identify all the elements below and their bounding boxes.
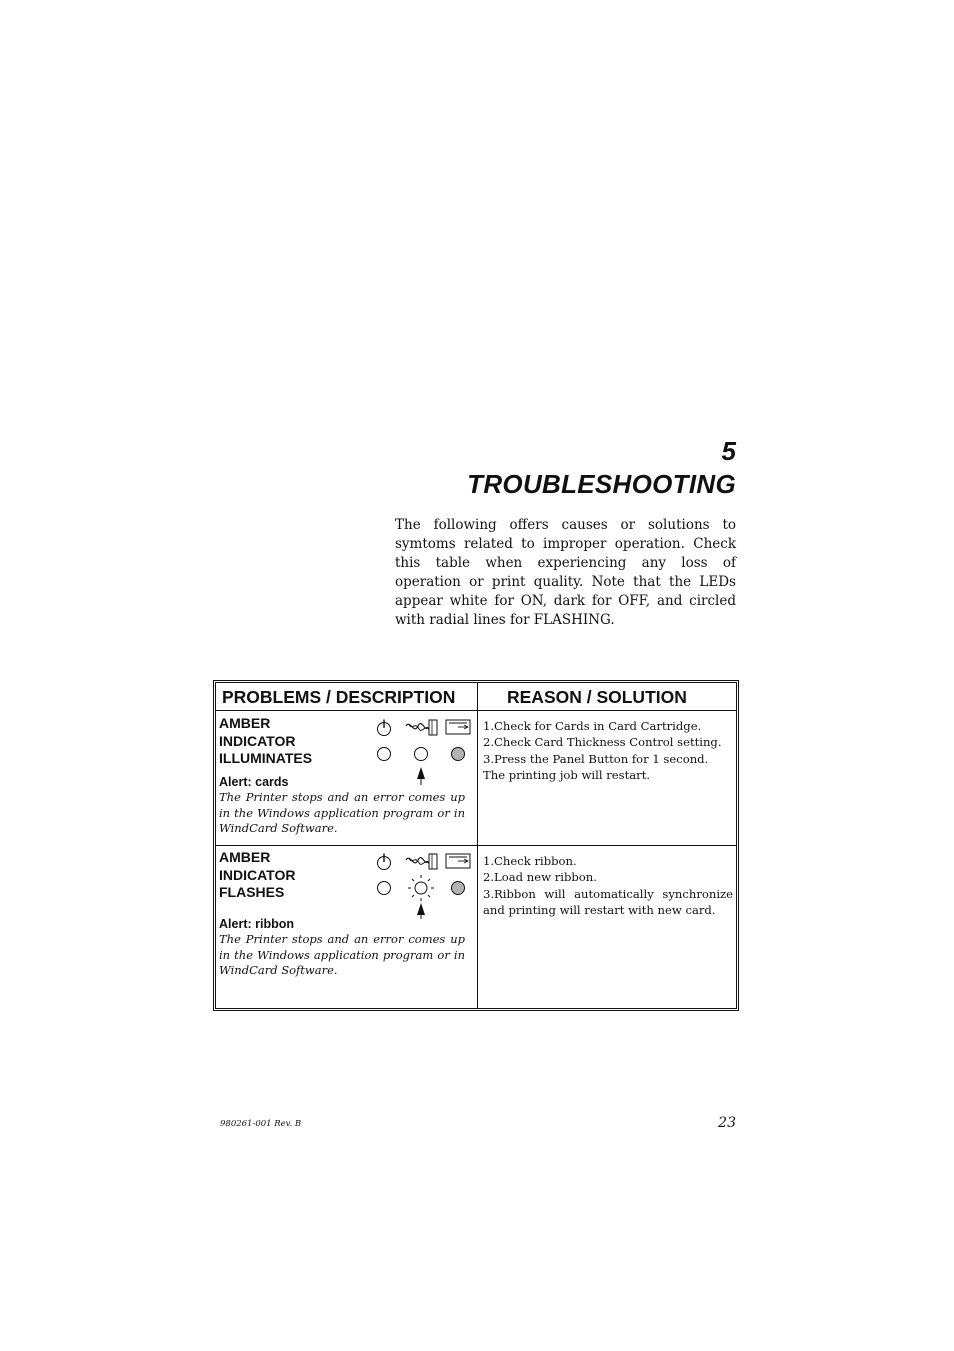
solution-header: REASON / SOLUTION (507, 687, 687, 707)
problem-title-line: AMBER (219, 715, 271, 731)
chapter-number: 5 (721, 436, 736, 466)
arrow-up-icon (417, 903, 425, 919)
led-card-on (452, 748, 465, 761)
power-icon (378, 854, 391, 870)
arrow-up-icon (417, 767, 425, 785)
led-amber-off (415, 748, 428, 761)
solution-step: 1.Check for Cards in Card Cartridge. (483, 719, 702, 733)
ribbon-icon (406, 720, 437, 735)
led-panel (371, 849, 471, 919)
alert-label: Alert: cards (219, 775, 289, 789)
problem-title-line: INDICATOR (219, 866, 296, 883)
solution-text (483, 718, 733, 783)
solution-step: 2.Check Card Thickness Control setting. (483, 735, 722, 750)
header-divider (216, 710, 736, 711)
power-icon (378, 720, 391, 736)
led-power-off (378, 748, 391, 761)
document-number: 980261-001 Rev. B (220, 1119, 302, 1129)
solution-step: 3.Ribbon will automatically synchronize and printing will restart with new card. (483, 886, 733, 917)
solution-text (483, 853, 733, 918)
problem-title-line: FLASHES (219, 884, 285, 900)
card-icon (446, 854, 470, 868)
solution-step: 1.Check ribbon. (483, 854, 577, 868)
solution-step: 3.Press the Panel Button for 1 second. (483, 751, 709, 766)
problem-title (219, 715, 312, 768)
led-power-off (378, 882, 391, 895)
solution-step: 2.Load new ribbon. (483, 870, 597, 885)
ribbon-icon (406, 854, 437, 869)
problem-description: The Printer stops and an error comes up in the Windows application program or in WindCard Software. (219, 932, 465, 978)
problem-title-line: AMBER (219, 849, 271, 865)
intro-paragraph: The following offers causes or solutions to symtoms related to improper operation. Check this table when experiencing any loss of operation or print quality. Note that the LEDs appear white for ON, dark for OFF, and circled with radial lines for FLASHING. (395, 517, 736, 628)
led-panel (371, 715, 471, 785)
page-number: 23 (718, 1115, 736, 1131)
solution-step: The printing job will restart. (483, 767, 651, 782)
problem-title-line: INDICATOR (219, 732, 296, 749)
problem-description: The Printer stops and an error comes up in the Windows application program or in WindCard Software. (219, 790, 465, 836)
problem-title-line: ILLUMINATES (219, 750, 313, 766)
row-divider (216, 845, 736, 846)
problem-title (219, 849, 295, 902)
troubleshooting-table (213, 680, 739, 1011)
led-card-on (452, 882, 465, 895)
led-amber-flashing (408, 875, 434, 901)
card-icon (446, 720, 470, 734)
chapter-title: TROUBLESHOOTING (467, 469, 736, 499)
problems-header: PROBLEMS / DESCRIPTION (222, 687, 456, 707)
alert-label: Alert: ribbon (219, 917, 294, 931)
